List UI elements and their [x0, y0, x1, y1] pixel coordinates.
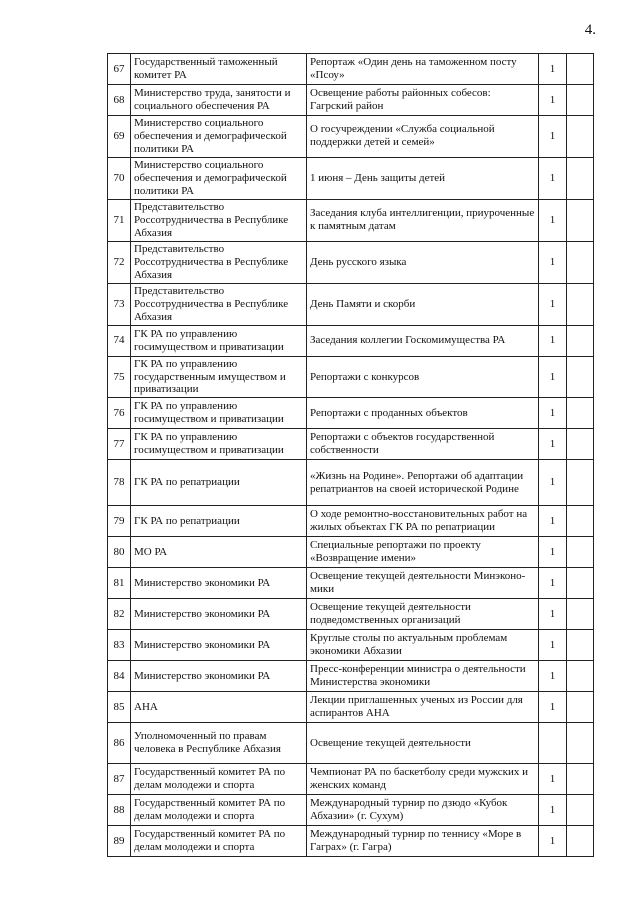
- row-number-cell: 76: [108, 398, 131, 429]
- table-row: [108, 692, 594, 723]
- table-row: [108, 241, 594, 283]
- organization-cell: Представительство Россотрудничества в Республике Абхазия: [131, 241, 307, 283]
- table-row: [108, 460, 594, 506]
- organization-cell: Государственный таможенный комитет РА: [131, 54, 307, 85]
- quantity-cell: 1: [539, 506, 567, 537]
- row-number-cell: 83: [108, 630, 131, 661]
- topic-cell: День Памяти и скорби: [307, 283, 539, 325]
- quantity-cell: 1: [539, 692, 567, 723]
- topic-cell: Специальные репортажи по проекту «Возвращение имени»: [307, 537, 539, 568]
- topic-cell: Заседания клуба интеллигенции, приуроченные к памятным датам: [307, 199, 539, 241]
- organization-cell: Представительство Россотрудничества в Республике Абхазия: [131, 283, 307, 325]
- table-row: [108, 568, 594, 599]
- empty-cell: [567, 116, 594, 158]
- quantity-cell: 1: [539, 537, 567, 568]
- schedule-table: [107, 53, 594, 857]
- page-number: 4.: [584, 22, 596, 38]
- row-number-cell: 75: [108, 356, 131, 398]
- table-row: [108, 826, 594, 857]
- quantity-cell: 1: [539, 599, 567, 630]
- organization-cell: Министерство экономики РА: [131, 661, 307, 692]
- empty-cell: [567, 85, 594, 116]
- organization-cell: Министерство социального обеспечения и демографической политики РА: [131, 157, 307, 199]
- row-number-cell: 70: [108, 157, 131, 199]
- quantity-cell: 1: [539, 241, 567, 283]
- organization-cell: ГК РА по репатриации: [131, 506, 307, 537]
- topic-cell: Круглые столы по актуальным проблемам экономики Абхазии: [307, 630, 539, 661]
- topic-cell: «Жизнь на Родине». Репортажи об адаптации репатриантов на своей исторической Родине: [307, 460, 539, 506]
- topic-cell: День русского языка: [307, 241, 539, 283]
- table-row: [108, 599, 594, 630]
- row-number-cell: 86: [108, 723, 131, 764]
- quantity-cell: 1: [539, 54, 567, 85]
- empty-cell: [567, 356, 594, 398]
- topic-cell: Заседания коллегии Госкомимущества РА: [307, 325, 539, 356]
- organization-cell: ГК РА по репатриации: [131, 460, 307, 506]
- organization-cell: ГК РА по управлению госимуществом и приватизации: [131, 429, 307, 460]
- topic-cell: Лекции приглашенных ученых из России для аспирантов АНА: [307, 692, 539, 723]
- organization-cell: Министерство экономики РА: [131, 630, 307, 661]
- empty-cell: [567, 429, 594, 460]
- topic-cell: Репортажи с объектов государственной собственности: [307, 429, 539, 460]
- quantity-cell: 1: [539, 764, 567, 795]
- table-row: [108, 283, 594, 325]
- table-row: [108, 661, 594, 692]
- table-row: [108, 795, 594, 826]
- row-number-cell: 88: [108, 795, 131, 826]
- empty-cell: [567, 692, 594, 723]
- empty-cell: [567, 506, 594, 537]
- quantity-cell: [539, 723, 567, 764]
- organization-cell: Министерство труда, занятости и социального обеспечения РА: [131, 85, 307, 116]
- table-row: [108, 85, 594, 116]
- empty-cell: [567, 599, 594, 630]
- row-number-cell: 84: [108, 661, 131, 692]
- organization-cell: МО РА: [131, 537, 307, 568]
- quantity-cell: 1: [539, 826, 567, 857]
- empty-cell: [567, 826, 594, 857]
- quantity-cell: 1: [539, 283, 567, 325]
- row-number-cell: 72: [108, 241, 131, 283]
- organization-cell: ГК РА по управлению государственным имуществом и приватизации: [131, 356, 307, 398]
- table-row: [108, 506, 594, 537]
- row-number-cell: 67: [108, 54, 131, 85]
- quantity-cell: 1: [539, 199, 567, 241]
- topic-cell: Освещение текущей деятельности: [307, 723, 539, 764]
- row-number-cell: 82: [108, 599, 131, 630]
- row-number-cell: 80: [108, 537, 131, 568]
- organization-cell: ГК РА по управлению госимуществом и приватизации: [131, 325, 307, 356]
- quantity-cell: 1: [539, 568, 567, 599]
- topic-cell: Освещение текущей деятельности Минэконо-мики: [307, 568, 539, 599]
- empty-cell: [567, 241, 594, 283]
- quantity-cell: 1: [539, 460, 567, 506]
- organization-cell: Представительство Россотрудничества в Республике Абхазия: [131, 199, 307, 241]
- quantity-cell: 1: [539, 661, 567, 692]
- table-row: [108, 764, 594, 795]
- table-row: [108, 199, 594, 241]
- organization-cell: Государственный комитет РА по делам молодежи и спорта: [131, 795, 307, 826]
- topic-cell: Освещение работы районных собесов: Гагрский район: [307, 85, 539, 116]
- organization-cell: АНА: [131, 692, 307, 723]
- topic-cell: Чемпионат РА по баскетболу среди мужских и женских команд: [307, 764, 539, 795]
- table-row: [108, 429, 594, 460]
- topic-cell: О ходе ремонтно-восстановительных работ на жилых объектах ГК РА по репатриации: [307, 506, 539, 537]
- quantity-cell: 1: [539, 116, 567, 158]
- quantity-cell: 1: [539, 85, 567, 116]
- row-number-cell: 68: [108, 85, 131, 116]
- table-row: [108, 356, 594, 398]
- topic-cell: О госучреждении «Служба социальной поддержки детей и семей»: [307, 116, 539, 158]
- empty-cell: [567, 398, 594, 429]
- table-row: [108, 537, 594, 568]
- row-number-cell: 85: [108, 692, 131, 723]
- row-number-cell: 77: [108, 429, 131, 460]
- table-row: [108, 325, 594, 356]
- table-row: [108, 116, 594, 158]
- empty-cell: [567, 157, 594, 199]
- organization-cell: ГК РА по управлению госимуществом и приватизации: [131, 398, 307, 429]
- quantity-cell: 1: [539, 157, 567, 199]
- topic-cell: Репортажи с конкурсов: [307, 356, 539, 398]
- row-number-cell: 87: [108, 764, 131, 795]
- empty-cell: [567, 325, 594, 356]
- empty-cell: [567, 283, 594, 325]
- row-number-cell: 74: [108, 325, 131, 356]
- empty-cell: [567, 723, 594, 764]
- table-row: [108, 723, 594, 764]
- empty-cell: [567, 661, 594, 692]
- quantity-cell: 1: [539, 630, 567, 661]
- table-row: [108, 398, 594, 429]
- empty-cell: [567, 537, 594, 568]
- topic-cell: Международный турнир по дзюдо «Кубок Абхазии» (г. Сухум): [307, 795, 539, 826]
- table-row: [108, 54, 594, 85]
- empty-cell: [567, 54, 594, 85]
- quantity-cell: 1: [539, 398, 567, 429]
- row-number-cell: 81: [108, 568, 131, 599]
- row-number-cell: 89: [108, 826, 131, 857]
- organization-cell: Государственный комитет РА по делам молодежи и спорта: [131, 826, 307, 857]
- topic-cell: Пресс-конференции министра о деятельности Министерства экономики: [307, 661, 539, 692]
- row-number-cell: 73: [108, 283, 131, 325]
- topic-cell: Репортаж «Один день на таможенном посту «Псоу»: [307, 54, 539, 85]
- organization-cell: Министерство социального обеспечения и демографической политики РА: [131, 116, 307, 158]
- empty-cell: [567, 568, 594, 599]
- row-number-cell: 71: [108, 199, 131, 241]
- organization-cell: Государственный комитет РА по делам молодежи и спорта: [131, 764, 307, 795]
- empty-cell: [567, 460, 594, 506]
- empty-cell: [567, 764, 594, 795]
- empty-cell: [567, 630, 594, 661]
- topic-cell: Репортажи с проданных объектов: [307, 398, 539, 429]
- empty-cell: [567, 199, 594, 241]
- row-number-cell: 69: [108, 116, 131, 158]
- quantity-cell: 1: [539, 429, 567, 460]
- table-row: [108, 630, 594, 661]
- table-row: [108, 157, 594, 199]
- quantity-cell: 1: [539, 356, 567, 398]
- row-number-cell: 78: [108, 460, 131, 506]
- empty-cell: [567, 795, 594, 826]
- organization-cell: Уполномоченный по правам человека в Республике Абхазия: [131, 723, 307, 764]
- schedule-table-body: [108, 54, 594, 857]
- topic-cell: Международный турнир по теннису «Море в Гаграх» (г. Гагра): [307, 826, 539, 857]
- topic-cell: 1 июня – День защиты детей: [307, 157, 539, 199]
- quantity-cell: 1: [539, 795, 567, 826]
- organization-cell: Министерство экономики РА: [131, 568, 307, 599]
- topic-cell: Освещение текущей деятельности подведомственных организаций: [307, 599, 539, 630]
- row-number-cell: 79: [108, 506, 131, 537]
- organization-cell: Министерство экономики РА: [131, 599, 307, 630]
- quantity-cell: 1: [539, 325, 567, 356]
